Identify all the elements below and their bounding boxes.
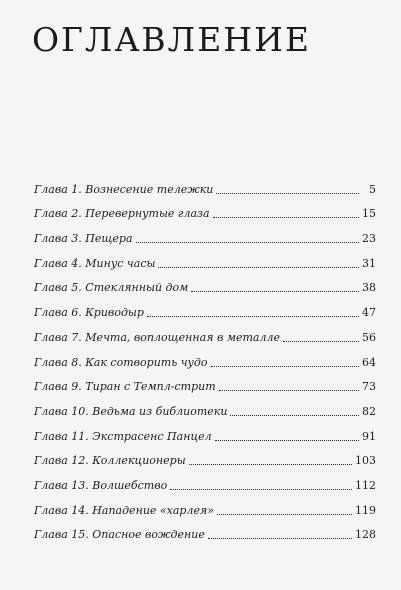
chapter-title: Глава 2. Перевернутые глаза (34, 207, 210, 221)
dot-leader (147, 316, 359, 317)
page-number: 64 (362, 355, 376, 369)
page-number: 112 (355, 478, 376, 492)
chapter-title: Глава 10. Ведьма из библиотеки (34, 404, 228, 418)
page-number: 91 (362, 429, 376, 443)
toc-entry (34, 394, 376, 419)
bleed-through-text (30, 58, 401, 173)
toc-entry (34, 271, 376, 296)
dot-leader (170, 489, 352, 490)
dot-leader (211, 366, 359, 367)
page-number: 119 (355, 503, 376, 517)
chapter-title: Глава 4. Минус часы (34, 256, 156, 270)
page-number: 23 (362, 232, 376, 246)
dot-leader (191, 291, 359, 292)
dot-leader (219, 390, 359, 391)
chapter-title: Глава 1. Вознесение тележки (34, 182, 214, 196)
chapter-title: Глава 7. Мечта, воплощенная в металле (34, 330, 281, 344)
chapter-title: Глава 3. Пещера (34, 232, 133, 246)
chapter-title: Глава 12. Коллекционеры (34, 454, 186, 468)
chapter-title: Глава 5. Стеклянный дом (34, 281, 189, 295)
chapter-title: Глава 6. Криводыр (34, 306, 144, 320)
dot-leader (213, 217, 359, 218)
toc-entry (34, 370, 376, 395)
page-number: 128 (355, 528, 376, 542)
toc-entry (34, 444, 376, 469)
page-number: 73 (362, 380, 376, 394)
dot-leader (215, 440, 359, 441)
chapter-title: Глава 9. Тиран с Темпл-стрит (34, 380, 216, 394)
page-number: 103 (355, 454, 376, 468)
page-number: 82 (362, 404, 376, 418)
dot-leader (208, 538, 352, 539)
page-title: ОГЛАВЛЕНИЕ (32, 20, 311, 59)
chapter-title: Глава 15. Опасное вождение (34, 528, 205, 542)
chapter-title: Глава 11. Экстрасенс Панцел (34, 429, 212, 443)
toc-entry (34, 320, 376, 345)
dot-leader (283, 341, 359, 342)
dot-leader (189, 464, 352, 465)
page-number: 5 (369, 182, 376, 196)
toc-entry (34, 518, 376, 543)
chapter-title: Глава 14. Нападение «харлея» (34, 503, 214, 517)
page-number: 47 (362, 306, 376, 320)
page-number: 38 (362, 281, 376, 295)
page-number: 31 (362, 256, 376, 270)
toc-entry (34, 468, 376, 493)
toc-entry (34, 493, 376, 518)
page-number: 15 (362, 207, 376, 221)
toc-entry (34, 197, 376, 222)
page-number: 56 (362, 330, 376, 344)
dot-leader (158, 267, 359, 268)
toc-entry (34, 246, 376, 271)
toc-entry (34, 221, 376, 246)
toc-entry (34, 295, 376, 320)
dot-leader (217, 514, 352, 515)
table-of-contents (34, 172, 376, 542)
chapter-title: Глава 8. Как сотворить чудо (34, 355, 208, 369)
toc-entry (34, 345, 376, 370)
dot-leader (216, 193, 359, 194)
dot-leader (136, 242, 359, 243)
toc-entry (34, 419, 376, 444)
toc-entry (34, 172, 376, 197)
dot-leader (230, 415, 359, 416)
chapter-title: Глава 13. Волшебство (34, 478, 168, 492)
